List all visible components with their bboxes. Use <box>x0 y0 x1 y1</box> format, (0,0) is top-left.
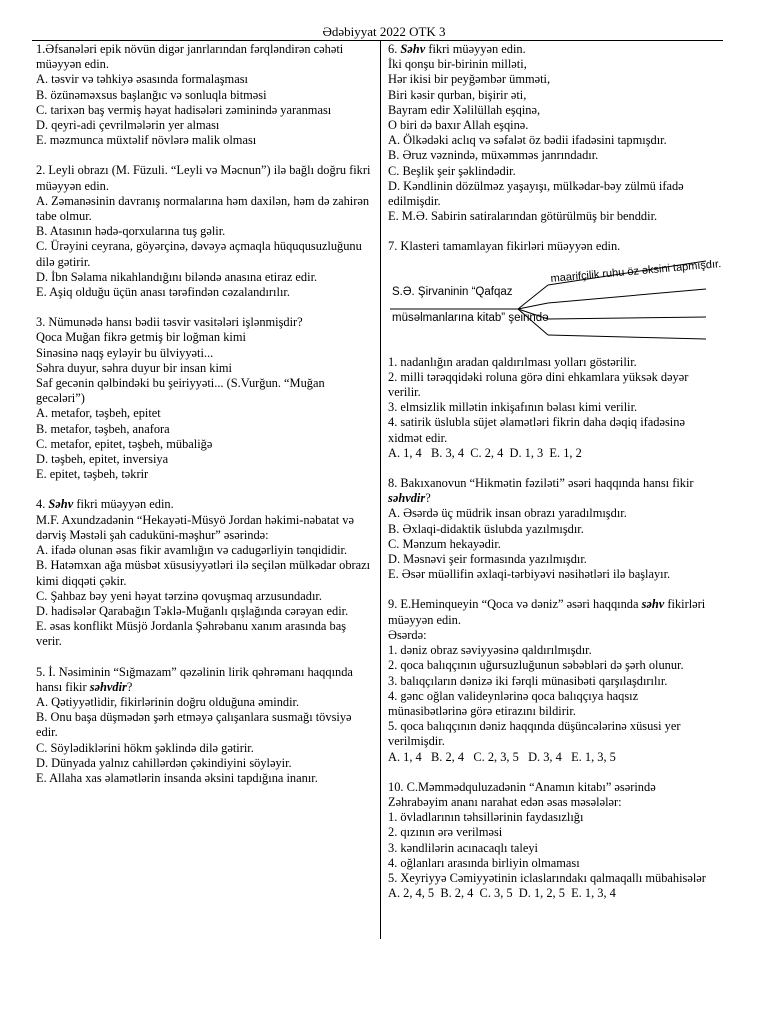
verse-line: Hər ikisi bir peyğəmbər ümməti, <box>388 72 551 87</box>
verse-line: İki qonşu bir-birinin milləti, <box>388 57 527 72</box>
stem-text: fikri müəyyən edin. <box>428 42 526 56</box>
option-c: C. Ürəyini ceyrana, göyərçinə, dəvəyə açmaqla hüququsuzluğunu dilə gətirir. <box>36 239 362 269</box>
answer-options: A. 2, 4, 5 B. 2, 4 C. 3, 5 D. 1, 2, 5 E. 1, 3, 4 <box>388 886 616 901</box>
question-stem: 3. Nümunədə hansı bədii təsvir vasitələri işlənmişdir? <box>36 315 303 330</box>
page-header <box>0 24 768 40</box>
option-e: E. məzmunca müxtəlif növlərə malik olması <box>36 133 257 148</box>
cluster-branch-line <box>518 285 548 309</box>
question-stem: 2. Leyli obrazı (M. Füzuli. “Leyli və Məcnun”) ilə bağlı doğru fikri müəyyən edin. <box>36 163 371 193</box>
option-b: B. özünəməxsus başlanğıc və sonluqla bitməsi <box>36 87 267 102</box>
statement-3: 3. elmsizlik millətin inkişafının bəlası kimi verilir. <box>388 400 638 415</box>
question-number: 4. <box>36 497 46 512</box>
option-b: B. Əruz vəznində, müxəmməs janrındadır. <box>388 148 599 163</box>
statement-2: 2. milli tərəqqidəki roluna görə dini ehkamlara yüksək dəyər verilir. <box>388 369 689 400</box>
poem-excerpt <box>36 330 372 406</box>
option-a: A. Ölkədəki aclıq və səfalət öz bədii ifadəsini tapmışdır. <box>388 133 667 148</box>
question-intro: Əsərdə: <box>388 627 427 642</box>
option-e: E. Allaha xas əlamətlərin insanda əksini tapdığına inanır. <box>36 770 318 785</box>
answer-options: A. 1, 4 B. 3, 4 C. 2, 4 D. 1, 3 E. 1, 2 <box>388 445 582 460</box>
statement-1: 1. nadanlığın aradan qaldırılması yolları göstərilir. <box>388 354 637 369</box>
option-a: A. Əsərdə üç müdrik insan obrazı yaradılmışdır. <box>388 506 627 521</box>
option-a: A. ifadə olunan əsas fikir avamlığın və cadugərliyin tənqididir. <box>36 543 348 558</box>
question-10 <box>388 780 718 902</box>
option-b: B. Onu başa düşmədən şərh etməyə çalışanlara susmağı tövsiyə edir. <box>36 710 352 740</box>
option-c: C. metafor, epitet, təşbeh, mübaliğə <box>36 436 213 451</box>
statement-1: 1. dəniz obraz səviyyəsinə qaldırılmışdır. <box>388 643 592 658</box>
option-d: D. Kəndlinin dözülməz yaşayışı, mülkədar-bəy zülmü ifadə edilmişdir. <box>388 178 684 209</box>
right-column <box>388 42 722 916</box>
option-d: D. hadisələr Qarabağın Təklə-Muğanlı qışlağında cərəyan edir. <box>36 603 349 618</box>
stem-end: ? <box>126 679 133 694</box>
question-stem <box>388 597 718 627</box>
question-9 <box>388 597 718 764</box>
option-e: E. M.Ə. Sabirin satiralarından götürülmüş bir benddir. <box>388 209 658 224</box>
option-e: E. epitet, təşbeh, təkrir <box>36 467 149 482</box>
option-c: C. Söylədiklərini hökm şəklində dilə gətirir. <box>36 740 254 755</box>
negation-word: səhvdir <box>89 679 127 694</box>
statement-2: 2. qoca balıqçının uğursuzluğunun səbəbləri də şərh olunur. <box>388 658 684 673</box>
poem-excerpt <box>388 57 718 133</box>
question-stem <box>388 42 718 57</box>
page-title: Ədəbiyyat 2022 OTK 3 <box>322 24 446 39</box>
statement-4: 4. satirik üslubla süjet əlamətləri fikrin daha dəqiq ifadəsinə xidmət edir. <box>388 415 685 445</box>
stem-end: fikirləri müəyyən edin. <box>388 597 706 627</box>
question-stem: 10. C.Məmmədquluzadənin “Anamın kitabı” əsərində Zəhrabəyim ananı narahat edən əsas məsələlər: <box>388 779 656 809</box>
statement-4: 4. gənc oğlan valideynlərinə qoca balıqçıya haqsız münasibətlərinə görə etirazını bildirir. <box>388 688 639 718</box>
option-a: A. metafor, təşbeh, epitet <box>36 406 161 421</box>
option-a: A. Zəmanəsinin davranış normalarına həm daxilən, həm də zahirən tabe olmur. <box>36 193 370 224</box>
question-7 <box>388 239 722 461</box>
cluster-center-label-line1: S.Ə. Şirvaninin “Qafqaz <box>392 285 513 298</box>
stem-end: ? <box>425 491 431 506</box>
verse-line: Bayram edir Xəlilüllah eşqinə, <box>388 102 541 117</box>
cluster-branch-line <box>548 317 706 319</box>
verse-line: Sinəsinə naqş eyləyir bu ülviyyəti... <box>36 345 214 360</box>
option-d: D. təşbeh, epitet, inversiya <box>36 452 169 467</box>
option-d: D. Məsnəvi şeir formasında yazılmışdır. <box>388 552 587 567</box>
statement-5: 5. Xeyriyyə Cəmiyyətinin iclaslarındakı qalmaqallı mübahisələr <box>388 870 706 885</box>
option-c: C. Beşlik şeir şəklindədir. <box>388 163 516 178</box>
question-5 <box>36 665 372 787</box>
left-column <box>36 42 372 801</box>
question-3 <box>36 315 372 482</box>
option-b: B. Hatəmxan ağa müsbət xüsusiyyətləri ilə seçilən mülkədar obrazı kimi diqqəti çəkir. <box>36 558 371 588</box>
stem-text: 9. E.Heminqueyin “Qoca və dəniz” əsəri haqqında <box>388 597 639 612</box>
verse-line: Qoca Muğan fikrə getmiş bir loğman kimi <box>36 330 246 345</box>
option-d: D. Dünyada yalnız cahillərdən çəkindiyini söyləyir. <box>36 755 292 770</box>
negation-word: Səhv <box>400 42 426 56</box>
question-context: M.F. Axundzadənin “Hekayəti-Müsyö Jordan həkimi-nəbatat və dərviş Məstəli şah caduküni-məşhur” əsərində: <box>36 512 354 542</box>
option-b: B. Əxlaqi-didaktik üslubda yazılmışdır. <box>388 521 584 536</box>
option-c: C. Mənzum hekayədir. <box>388 536 501 551</box>
stem-text: fikri müəyyən edin. <box>76 497 174 512</box>
statement-4: 4. oğlanları arasında birliyin olmaması <box>388 855 580 870</box>
option-c: C. tarixən baş vermiş həyat hadisələri zəminində yaranması <box>36 102 332 117</box>
question-stem <box>36 665 372 695</box>
option-e: E. Əsər müəllifin əxlaqi-tərbiyəvi nəsihətləri ilə başlayır. <box>388 567 671 582</box>
option-e: E. əsas konflikt Müsjö Jordanla Şəhrəbanu xanım arasında baş verir. <box>36 619 347 649</box>
option-b: B. Atasının hədə-qorxularına tuş gəlir. <box>36 224 226 239</box>
cluster-branch-line <box>548 335 706 339</box>
statement-2: 2. qızının ərə verilməsi <box>388 825 503 840</box>
cluster-center-label-line2: müsəlmanlarına kitab” şeirində <box>392 311 549 324</box>
option-e: E. Aşiq olduğu üçün anası tərəfindən cəzalandırılır. <box>36 285 290 300</box>
option-b: B. metafor, təşbeh, anafora <box>36 421 170 436</box>
statement-5: 5. qoca balıqçının dəniz haqqında düşüncələrinə xüsusi yer verilmişdir. <box>388 719 681 749</box>
option-a: A. Qətiyyətlidir, fikirlərinin doğru olduğuna əmindir. <box>36 694 300 709</box>
statement-1: 1. övladlarının təhsillərinin faydasızlığı <box>388 810 584 825</box>
verse-line: Saf gecənin qəlbindəki bu şeiriyyəti... (S.Vurğun. “Muğan gecələri”) <box>36 376 325 406</box>
column-divider <box>380 41 381 939</box>
question-stem: 1.Əfsanələri epik növün digər janrlarından fərqləndirən cəhəti müəyyən edin. <box>36 42 344 72</box>
question-6 <box>388 42 718 224</box>
question-2 <box>36 163 372 300</box>
header-rule <box>32 40 723 41</box>
question-number: 6. <box>388 42 398 56</box>
question-1 <box>36 42 372 148</box>
verse-line: O biri də baxır Allah eşqinə. <box>388 118 529 133</box>
negation-word: səhv <box>641 597 665 612</box>
statement-3: 3. kəndlilərin acınacaqlı taleyi <box>388 840 539 855</box>
stem-text: 5. İ. Nəsiminin “Sığmazam” qəzəlinin lirik qəhrəmanı haqqında hansı fikir <box>36 664 353 694</box>
question-4 <box>36 497 372 649</box>
cluster-diagram <box>388 257 722 341</box>
statement-3: 3. balıqçıların dənizə iki fərqli münasibəti qarşılaşdırılır. <box>388 673 668 688</box>
question-stem <box>36 497 372 512</box>
option-d: D. qeyri-adi çevrilmələrin yer alması <box>36 118 220 133</box>
negation-word: Səhv <box>48 497 74 512</box>
question-stem <box>388 476 718 506</box>
option-c: C. Şahbaz bəy yeni həyat tərzinə qovuşmaq arzusundadır. <box>36 588 322 603</box>
option-a: A. təsvir və təhkiyə əsasında formalaşması <box>36 72 248 87</box>
option-d: D. İbn Səlama nikahlandığını biləndə anasına etiraz edir. <box>36 269 318 284</box>
stem-text: 8. Bakıxanovun “Hikmətin fəziləti” əsəri haqqında hansı fikir <box>388 476 694 491</box>
question-stem: 7. Klasteri tamamlayan fikirləri müəyyən edin. <box>388 239 621 254</box>
cluster-branch-line <box>548 289 706 303</box>
answer-options: A. 1, 4 B. 2, 4 C. 2, 3, 5 D. 3, 4 E. 1, 3, 5 <box>388 749 616 764</box>
cluster-branch-label: maarifçilik ruhu öz əksini tapmışdır. <box>550 257 722 285</box>
question-8 <box>388 476 718 582</box>
verse-line: Səhra duyur, səhra duyur bir insan kimi <box>36 360 232 375</box>
negation-word: səhvdir <box>388 491 426 506</box>
verse-line: Biri kəsir qurban, bişirir əti, <box>388 87 527 102</box>
